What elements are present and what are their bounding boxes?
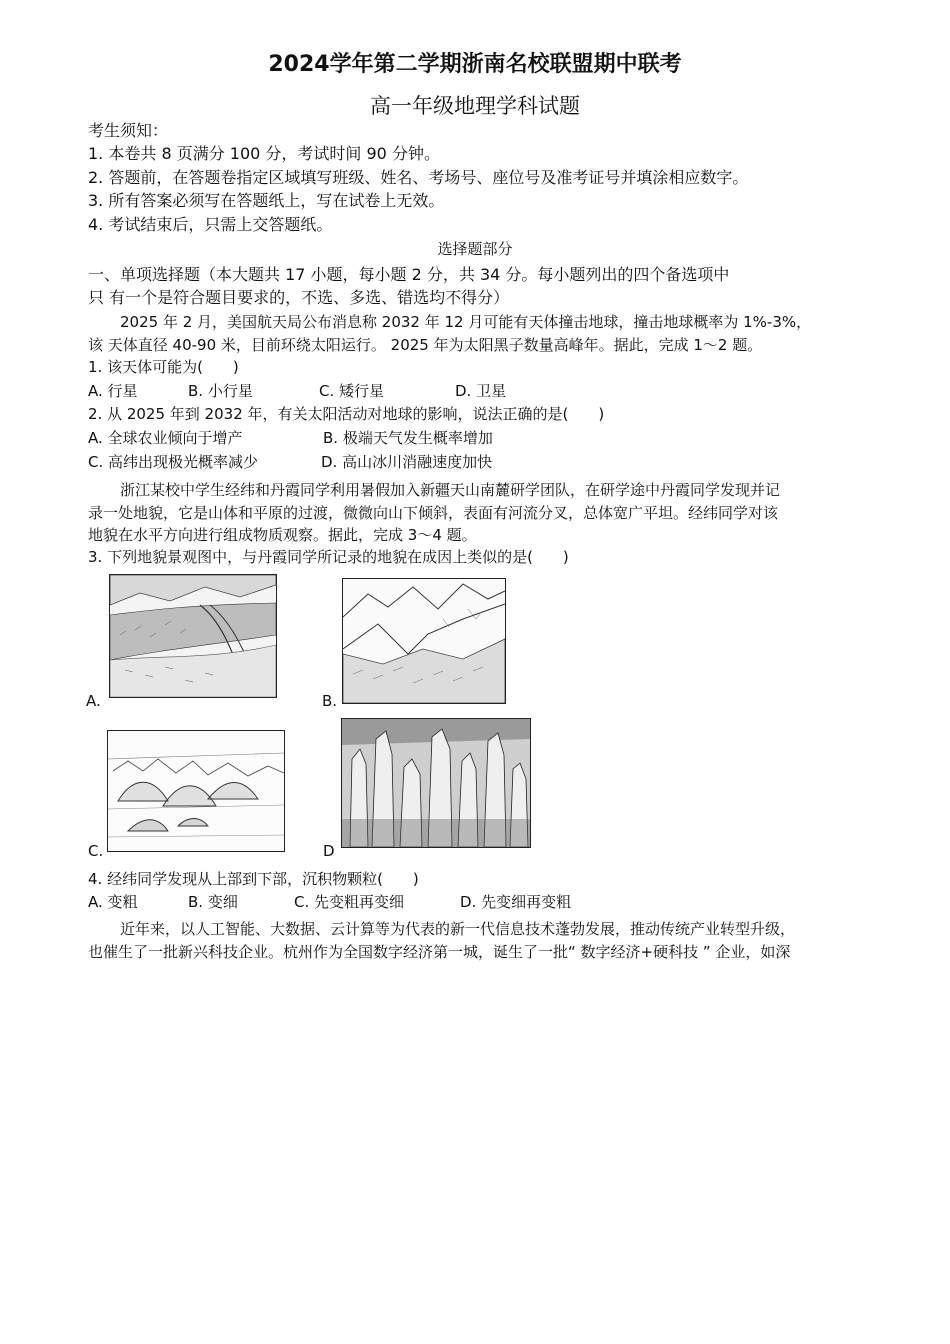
q2-option-a: A. 全球农业倾向于增产 (88, 429, 243, 447)
q2-stem: 2. 从 2025 年到 2032 年，有关太阳活动对地球的影响，说法正确的是( ) (88, 405, 605, 423)
q2-option-d: D. 高山冰川消融速度加快 (321, 453, 493, 471)
passage2-line1: 浙江某校中学生经纬和丹霞同学利用暑假加入新疆天山南麓研学团队，在研学途中丹霞同学发现并记 (120, 481, 781, 499)
q3-label-d: D (323, 842, 335, 860)
exam-subtitle: 高一年级地理学科试题 (370, 94, 580, 118)
section-heading-line2: 只 有一个是符合题目要求的，不选、多选、错选均不得分） (88, 288, 510, 307)
q4-option-a: A. 变粗 (88, 893, 138, 911)
notice-heading: 考生须知： (88, 121, 169, 140)
q4-option-b: B. 变细 (188, 893, 238, 911)
q1-stem: 1. 该天体可能为( ) (88, 358, 239, 376)
landscape-image-a (109, 574, 277, 698)
passage1-line1: 2025 年 2 月，美国航天局公布消息称 2032 年 12 月可能有天体撞击地球，撞击地球概率为 1%-3%， (120, 313, 812, 331)
q1-option-c: C. 矮行星 (319, 382, 385, 400)
exam-title: 2024学年第二学期浙南名校联盟期中联考 (268, 52, 682, 77)
q3-label-c: C. (88, 842, 104, 860)
q4-stem: 4. 经纬同学发现从上部到下部，沉积物颗粒( ) (88, 870, 419, 888)
landscape-image-b (342, 578, 506, 704)
q2-option-b: B. 极端天气发生概率增加 (323, 429, 493, 447)
q2-option-c: C. 高纬出现极光概率减少 (88, 453, 259, 471)
q4-option-c: C. 先变粗再变细 (294, 893, 405, 911)
q1-option-a: A. 行星 (88, 382, 138, 400)
landscape-image-c (107, 730, 285, 852)
q3-label-a: A. (86, 692, 101, 710)
q3-stem: 3. 下列地貌景观图中，与丹霞同学所记录的地貌在成因上类似的是( ) (88, 548, 569, 566)
q3-label-b: B. (322, 692, 338, 710)
notice-item-3: 3. 所有答案必须写在答题纸上，写在试卷上无效。 (88, 191, 445, 210)
section-heading-line1: 一、单项选择题（本大题共 17 小题，每小题 2 分，共 34 分。每小题列出的四个备选项中 (88, 265, 730, 284)
passage3-line1: 近年来，以人工智能、大数据、云计算等为代表的新一代信息技术蓬勃发展，推动传统产业转型升级， (120, 920, 796, 938)
notice-item-4: 4. 考试结束后，只需上交答题纸。 (88, 215, 333, 234)
landscape-image-d (341, 718, 531, 848)
part-title: 选择题部分 (437, 240, 513, 258)
passage3-line2: 也催生了一批新兴科技企业。杭州作为全国数字经济第一城，诞生了一批“ 数字经济+硬科技 ” 企业，如深 (88, 943, 791, 961)
passage2-line2: 录一处地貌，它是山体和平原的过渡，微微向山下倾斜，表面有河流分叉，总体宽广平坦。经纬同学对该 (88, 504, 779, 522)
q1-option-d: D. 卫星 (455, 382, 507, 400)
q1-option-b: B. 小行星 (188, 382, 253, 400)
passage2-line3: 地貌在水平方向进行组成物质观察。据此，完成 3～4 题。 (88, 526, 477, 544)
passage1-line2: 该 天体直径 40-90 米，目前环绕太阳运行。 2025 年为太阳黑子数量高峰年。据此，完成 1～2 题。 (88, 336, 763, 354)
notice-item-1: 1. 本卷共 8 页满分 100 分，考试时间 90 分钟。 (88, 144, 440, 163)
q4-option-d: D. 先变细再变粗 (460, 893, 572, 911)
notice-item-2: 2. 答题前，在答题卷指定区域填写班级、姓名、考场号、座位号及准考证号并填涂相应数字。 (88, 168, 749, 187)
